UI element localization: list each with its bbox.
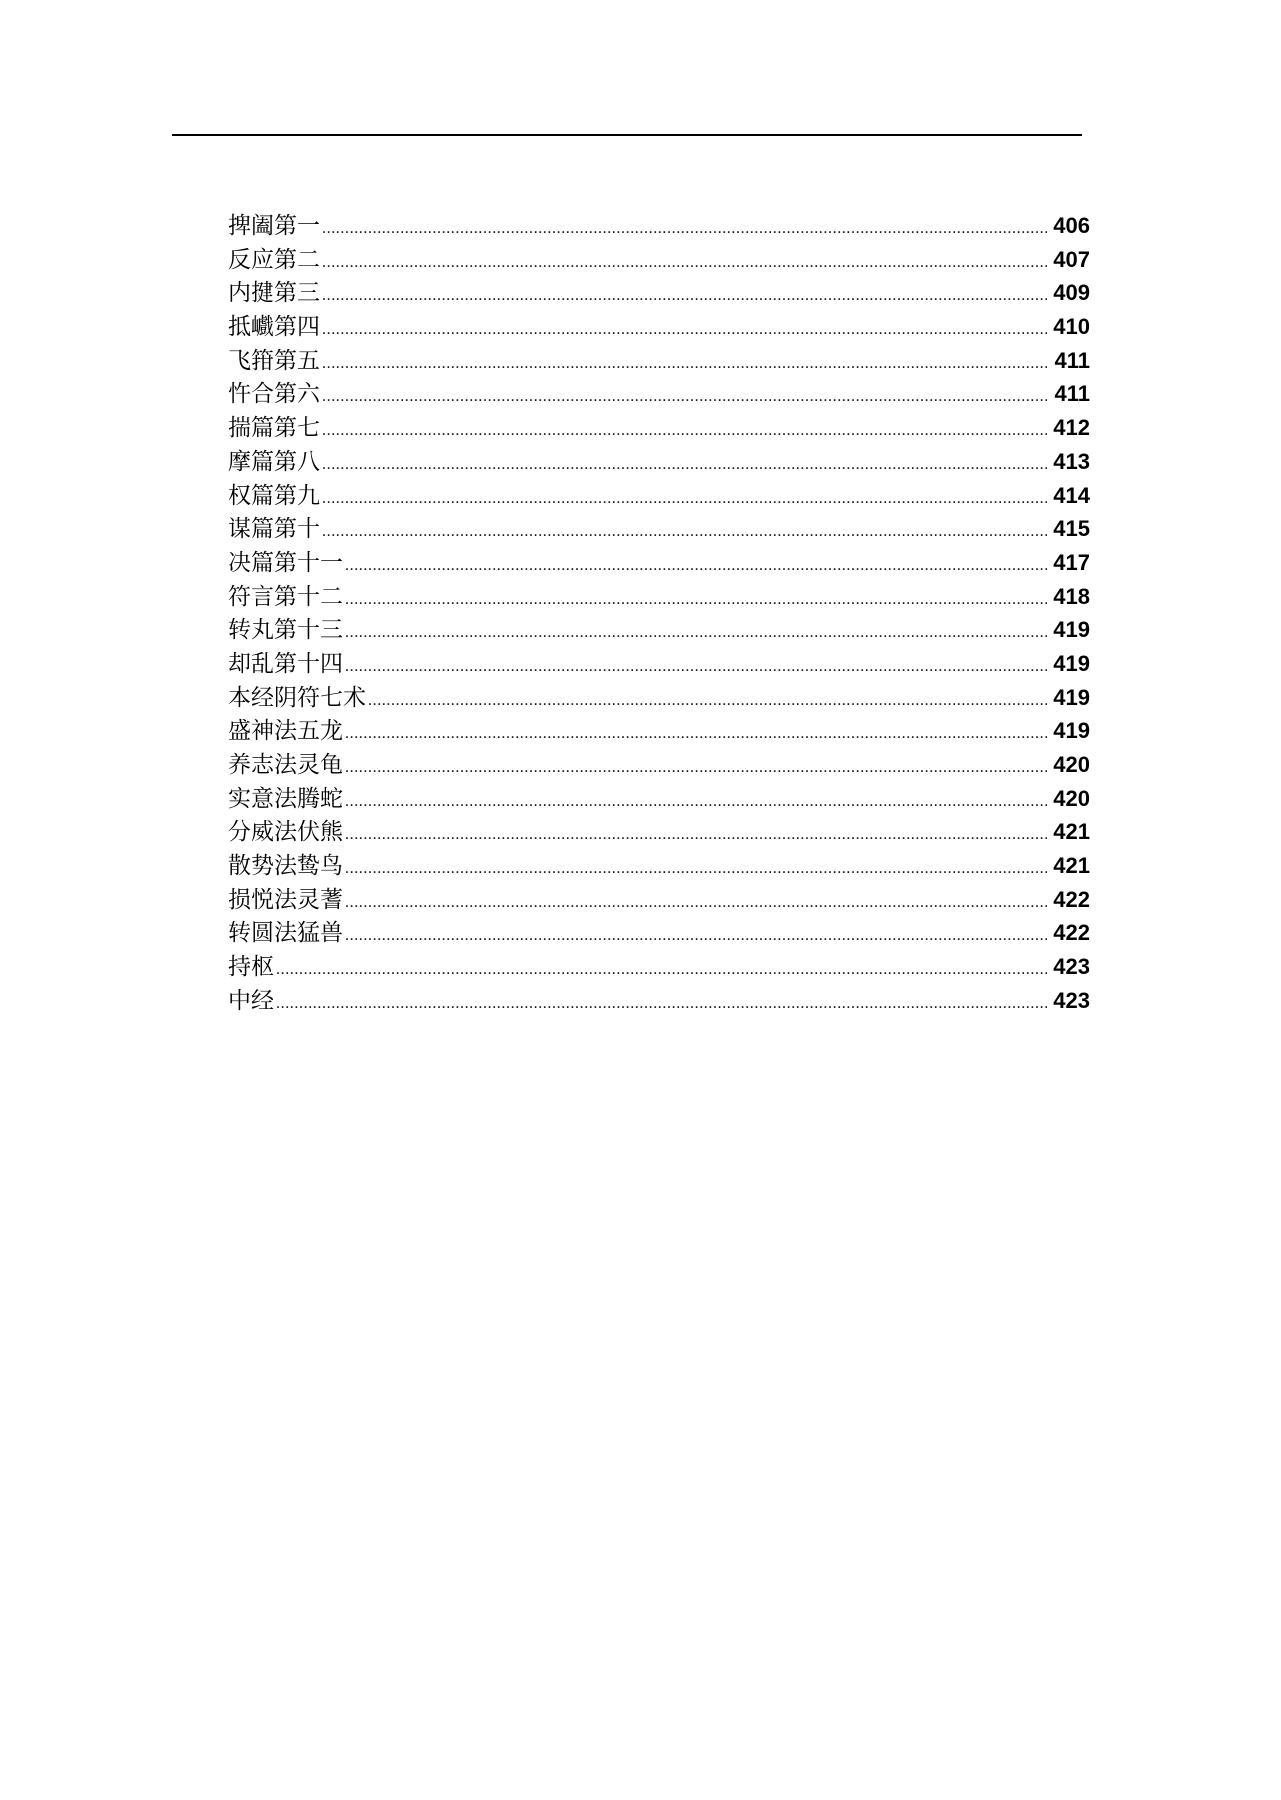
toc-entry-title: 揣篇第七 (228, 415, 320, 442)
toc-entry-title: 本经阴符七术 (228, 684, 366, 711)
toc-dot-leader (345, 818, 1047, 852)
toc-dot-leader (368, 684, 1047, 718)
toc-entry-page-number: 420 (1053, 752, 1090, 777)
toc-entry-page-number: 417 (1053, 549, 1090, 575)
toc-dot-leader (345, 886, 1047, 920)
toc-dot-leader (345, 852, 1047, 886)
toc-dot-leader (345, 919, 1047, 953)
toc-entry-page-number: 421 (1053, 853, 1090, 879)
toc-entry[interactable] (228, 512, 1090, 546)
toc-entry[interactable] (228, 647, 1090, 681)
toc-entry-title: 损悦法灵蓍 (228, 886, 343, 913)
toc-entry[interactable] (228, 445, 1090, 479)
toc-entry-page-number: 423 (1053, 954, 1090, 980)
toc-entry[interactable] (228, 748, 1090, 782)
toc-entry-page-number: 409 (1053, 280, 1090, 306)
toc-entry-title: 谋篇第十 (228, 516, 320, 543)
toc-entry-title: 散势法鸷鸟 (228, 853, 343, 880)
toc-dot-leader (345, 583, 1047, 617)
toc-entry[interactable] (228, 546, 1090, 580)
toc-entry[interactable] (228, 209, 1090, 243)
toc-entry[interactable] (228, 916, 1090, 950)
toc-entry[interactable] (228, 714, 1090, 748)
toc-entry-page-number: 412 (1053, 415, 1090, 441)
toc-entry-title: 实意法腾蛇 (228, 785, 343, 812)
toc-entry[interactable] (228, 580, 1090, 614)
toc-entry-title: 摩篇第八 (228, 448, 320, 475)
toc-entry-page-number: 421 (1053, 819, 1090, 845)
toc-entry-title: 权篇第九 (228, 482, 320, 509)
toc-entry-title: 捭阖第一 (228, 213, 320, 239)
toc-dot-leader (322, 313, 1047, 347)
toc-entry-page-number: 422 (1053, 886, 1090, 912)
toc-entry[interactable] (228, 883, 1090, 917)
toc-entry-title: 转圆法猛兽 (228, 920, 343, 947)
toc-entry-page-number: 411 (1054, 381, 1090, 407)
toc-dot-leader (322, 414, 1047, 448)
toc-dot-leader (322, 515, 1047, 549)
toc-entry-title: 却乱第十四 (228, 650, 343, 677)
toc-entry-title: 内揵第三 (228, 280, 320, 307)
toc-entry-title: 飞箝第五 (228, 347, 320, 374)
toc-entry-title: 反应第二 (228, 246, 320, 273)
toc-entry-title: 符言第十二 (228, 583, 343, 610)
toc-dot-leader (345, 717, 1047, 751)
table-of-contents (228, 209, 1090, 1018)
toc-entry-page-number: 407 (1053, 246, 1090, 272)
toc-entry-title: 决篇第十一 (228, 549, 343, 576)
toc-dot-leader (345, 650, 1047, 684)
toc-entry-page-number: 419 (1053, 617, 1090, 643)
toc-entry-page-number: 413 (1053, 448, 1090, 474)
toc-entry[interactable] (228, 243, 1090, 277)
toc-dot-leader (322, 482, 1047, 516)
toc-dot-leader (322, 212, 1047, 246)
toc-entry[interactable] (228, 344, 1090, 378)
toc-entry[interactable] (228, 782, 1090, 816)
toc-dot-leader (276, 987, 1047, 1021)
toc-entry-page-number: 418 (1053, 583, 1090, 609)
toc-dot-leader (322, 347, 1047, 381)
toc-entry-title: 盛神法五龙 (228, 718, 343, 745)
toc-dot-leader (322, 279, 1047, 313)
toc-entry-page-number: 411 (1054, 347, 1090, 373)
toc-entry-title: 抵巇第四 (228, 314, 320, 341)
toc-entry-title: 持枢 (228, 954, 274, 981)
toc-entry-page-number: 419 (1053, 650, 1090, 676)
toc-entry-page-number: 420 (1053, 785, 1090, 811)
toc-entry[interactable] (228, 377, 1090, 411)
toc-entry[interactable] (228, 950, 1090, 984)
toc-dot-leader (322, 246, 1047, 280)
toc-entry-page-number: 419 (1053, 718, 1090, 744)
toc-entry[interactable] (228, 310, 1090, 344)
toc-entry-page-number: 419 (1053, 684, 1090, 710)
toc-dot-leader (345, 785, 1047, 819)
toc-dot-leader (276, 953, 1047, 987)
toc-entry[interactable] (228, 849, 1090, 883)
toc-entry-title: 忤合第六 (228, 381, 320, 408)
toc-entry[interactable] (228, 613, 1090, 647)
toc-entry-page-number: 414 (1053, 482, 1090, 508)
toc-dot-leader (345, 549, 1047, 583)
toc-entry[interactable] (228, 479, 1090, 513)
toc-entry-page-number: 406 (1053, 213, 1090, 238)
header-rule (172, 134, 1082, 136)
toc-entry-page-number: 422 (1053, 920, 1090, 946)
toc-entry-page-number: 415 (1053, 516, 1090, 542)
toc-dot-leader (322, 380, 1047, 414)
toc-entry-page-number: 423 (1053, 987, 1090, 1013)
toc-dot-leader (345, 751, 1047, 785)
toc-dot-leader (345, 616, 1047, 650)
toc-entry[interactable] (228, 984, 1090, 1018)
toc-entry[interactable] (228, 276, 1090, 310)
toc-entry[interactable] (228, 411, 1090, 445)
toc-entry[interactable] (228, 681, 1090, 715)
toc-entry-page-number: 410 (1053, 314, 1090, 340)
toc-entry-title: 分威法伏熊 (228, 819, 343, 846)
toc-entry-title: 养志法灵龟 (228, 752, 343, 778)
toc-entry[interactable] (228, 815, 1090, 849)
toc-dot-leader (322, 448, 1047, 482)
toc-entry-title: 转丸第十三 (228, 617, 343, 644)
toc-entry-title: 中经 (228, 987, 274, 1014)
